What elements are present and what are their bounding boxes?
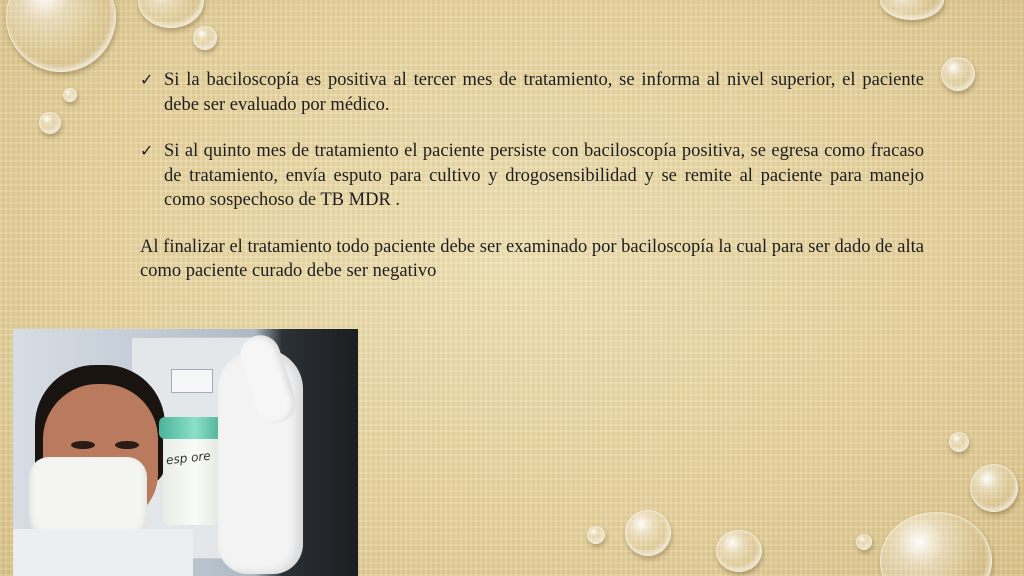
cabinet-label bbox=[171, 369, 213, 393]
water-drop bbox=[880, 512, 992, 576]
slide-content bbox=[140, 68, 924, 284]
water-drop bbox=[625, 510, 671, 556]
closing-paragraph: Al finalizar el tratamiento todo paciente debe ser examinado por baciloscopía la cual para ser dado de alta como paciente curado debe ser negativo bbox=[140, 236, 924, 281]
water-drop bbox=[716, 530, 762, 572]
water-drop bbox=[941, 57, 975, 91]
water-drop bbox=[63, 88, 77, 102]
bullet-item bbox=[140, 139, 924, 213]
water-drop bbox=[587, 526, 605, 544]
bullet-item bbox=[140, 68, 924, 117]
water-drop bbox=[949, 432, 969, 452]
check-mark-icon: ✓ bbox=[140, 70, 154, 89]
water-drop bbox=[39, 112, 61, 134]
water-drop bbox=[6, 0, 116, 72]
eye bbox=[71, 441, 95, 449]
water-drop bbox=[880, 0, 944, 20]
bullet-text: Si la baciloscopía es positiva al tercer mes de tratamiento, se informa al nivel superior, el paciente debe ser evaluado por médico. bbox=[164, 70, 924, 115]
lab-coat bbox=[13, 529, 193, 576]
eye bbox=[115, 441, 139, 449]
lab-technician-photo bbox=[13, 329, 358, 576]
check-mark-icon: ✓ bbox=[140, 141, 154, 160]
water-drop bbox=[970, 464, 1018, 512]
sample-cup-label: esp ore bbox=[165, 448, 212, 468]
bullet-text: Si al quinto mes de tratamiento el paciente persiste con baciloscopía positiva, se egresa como fracaso de tratamiento, envía esputo para cultivo y drogosensibilidad y se remite al paciente para manejo como sospechoso de TB MDR . bbox=[164, 141, 924, 210]
water-drop bbox=[193, 26, 217, 50]
water-drop bbox=[138, 0, 204, 28]
water-drop bbox=[856, 534, 872, 550]
